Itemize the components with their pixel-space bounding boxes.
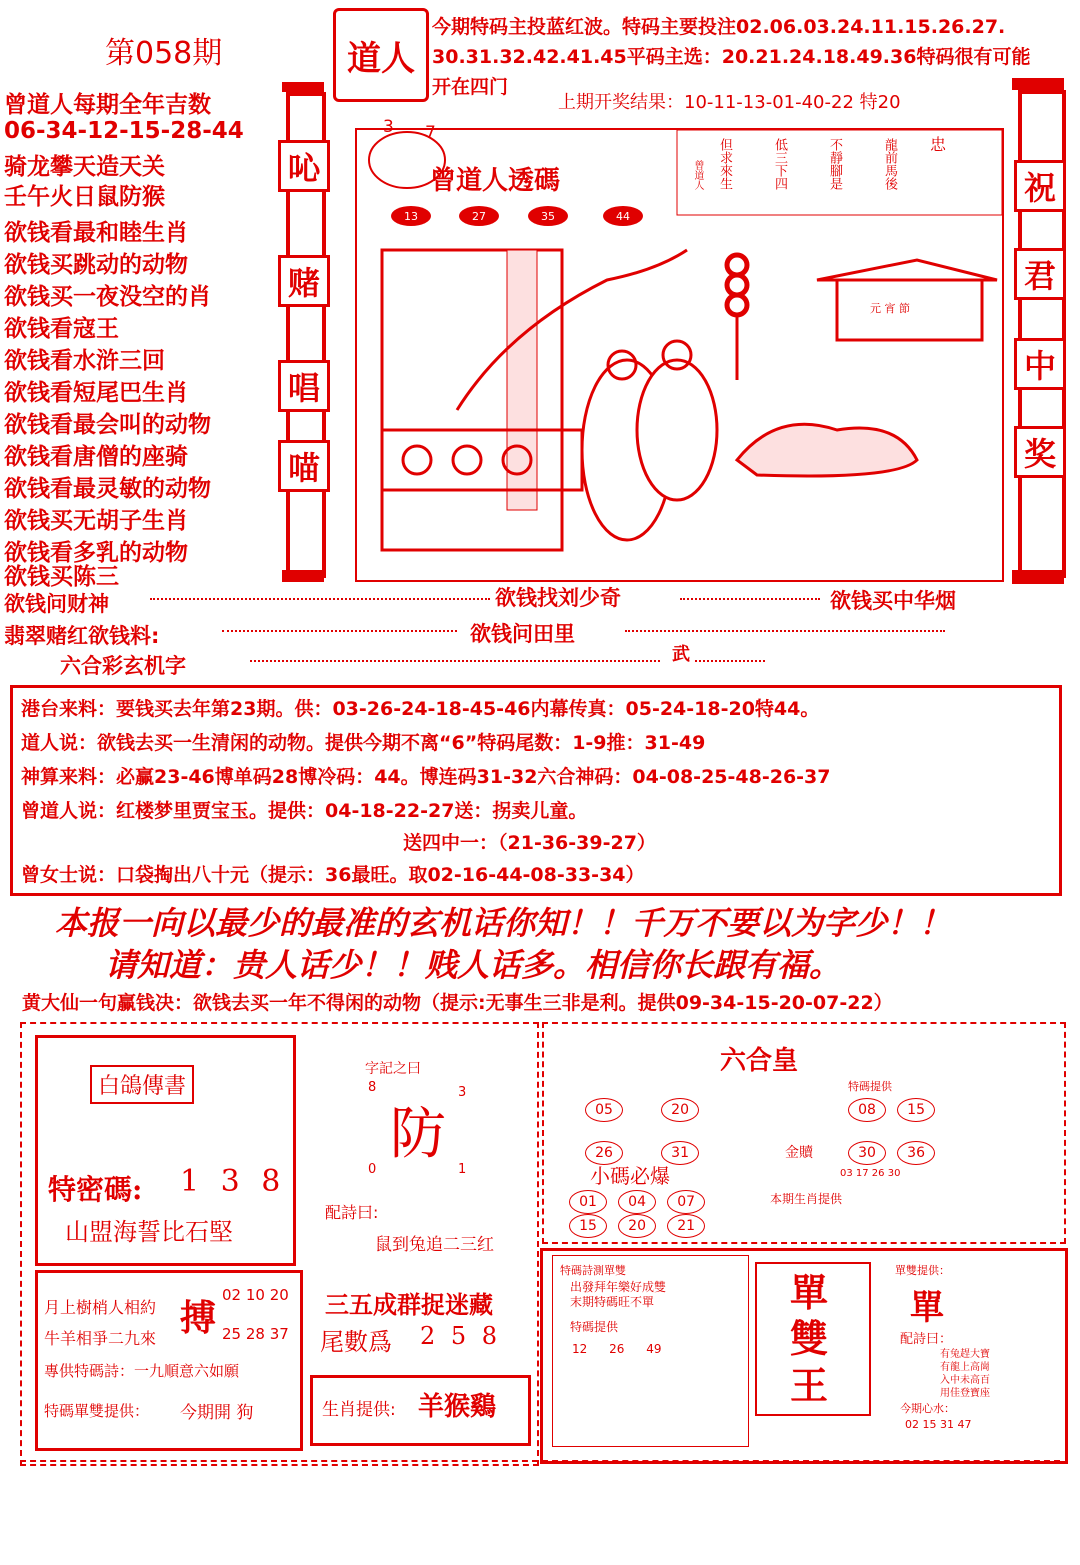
scroll-char: 中 [1014,338,1066,390]
tip-line: 道人说：欲钱去买一生清闲的动物。提供今期不离“6”特码尾数：1-9推：31-49 [21,732,706,754]
issue-number: 第058期 [105,36,223,71]
tip-line: 曾道人说：红楼梦里贾宝玉。提供：04-18-22-27送：拐卖儿童。 [21,800,588,822]
illustration-drawing [357,130,1002,580]
tema-num: 26 [609,1342,625,1356]
slogan-2: 请知道：贵人话少！！贱人话多。相信你长跟有福。 [105,946,842,984]
num-circle: 15 [569,1214,607,1238]
right-big-char: 單 [910,1288,944,1328]
num-grid-right [845,1098,938,1165]
left-line: 壬午火日鼠防猴 [4,184,165,210]
scroll-char: 奖 [1014,426,1066,478]
tema-poem: 山盟海誓比石堅 [65,1218,233,1246]
left-line: 欲钱买跳动的动物 [4,252,188,278]
danshuang-title: 特碼詩測單雙 [560,1264,626,1277]
xiaoma-label: 小碼必爆 [590,1164,670,1188]
num-circle: 26 [585,1141,623,1165]
lucky-ball: 27 [459,206,499,226]
right-poem-line: 用佳登寶座 [940,1388,990,1399]
center-num: 0 [368,1162,377,1177]
center-char: 防 [390,1102,446,1167]
poem-char: 忠 [930,135,947,154]
tema-nums [572,1342,662,1356]
dotted-leader [680,598,820,600]
dotted-leader [695,660,765,662]
pigeon-title: 白鴿傳書 [90,1065,194,1104]
poem-text: 鼠到兔追二三红 [375,1235,494,1255]
big-char: 王 [790,1363,829,1408]
tip-line: 曾女士说：口袋掏出八十元（提示：36最旺。取02-16-44-08-33-34） [21,864,645,886]
bo-row: 月上樹梢人相約 [44,1298,157,1317]
big-char: 單 [790,1270,829,1315]
tip-line: 神算来料：必赢23-46博单码28博冷码：44。博连码31-32六合神码：04-08-25-48-26-37 [21,766,831,788]
num-circle: 15 [897,1098,935,1122]
left-line: 欲钱看多乳的动物 [4,540,188,566]
num-circle: 20 [661,1098,699,1122]
tema-label: 特碼提供 [570,1320,619,1334]
center-num: 1 [458,1162,467,1177]
bottom-trim [20,1460,1060,1468]
bo-row: 牛羊相爭二九來 [44,1329,157,1348]
tema-num: 12 [572,1342,588,1356]
scroll-char: 喵 [278,440,330,492]
mid-line-right: 欲钱买中华烟 [830,589,956,613]
scroll-rod-bottom [1012,570,1064,584]
num-circle: 20 [618,1214,656,1238]
danshuang-label: 特碼單雙提供： [44,1402,150,1420]
moon-num: 7 [425,123,436,143]
building-sign: 元 宵 節 [870,302,910,315]
tip-line: 送四中一：（21-36-39-27） [403,832,656,854]
poem-col: 不靜腳是 [827,138,842,190]
num-circle: 01 [569,1190,607,1214]
left-line: 骑龙攀天造天关 [4,154,165,180]
left-line: 欲钱看最灵敏的动物 [4,476,211,502]
left-line: 欲钱看唐僧的座骑 [4,444,188,470]
center-num: 3 [458,1085,467,1100]
poem-col: 低三下四 [772,138,787,190]
left-line: 欲钱买无胡子生肖 [4,508,188,534]
tip-line: 港台来料：要钱买去年第23期。供：03-26-24-18-45-46内幕传真：05-24-18-20特44。 [21,698,820,720]
heart-label: 今期心水： [900,1402,955,1415]
left-line: 欲钱看最会叫的动物 [4,412,211,438]
small-nums: 03 17 26 30 [840,1168,901,1179]
tail-nums: 2 5 8 [420,1322,502,1350]
scroll-char: 吣 [278,140,330,192]
num-grid-left [582,1098,702,1165]
num-circle: 08 [848,1098,886,1122]
last-draw-result: 上期开奖结果：10-11-13-01-40-22 特20 [558,92,901,113]
center-title: 字記之曰 [365,1061,421,1077]
scroll-rod-top [1012,78,1064,90]
header-line-2: 30.31.32.42.41.45平码主选：20.21.24.18.49.36特码很有可能 [432,46,1031,68]
num-circle: 05 [585,1098,623,1122]
left-line: 欲钱看短尾巴生肖 [4,380,188,406]
num-circle: 30 [848,1141,886,1165]
golden-label: 金贖 [785,1145,813,1161]
bo-char: 搏 [180,1297,217,1339]
dotted-leader [222,630,457,632]
tail-label: 尾數爲 [320,1328,392,1356]
scroll-rod-bottom [282,570,324,582]
tema-label: 特密碼: [48,1173,143,1206]
zodiac-title: 本期生肖提供 [770,1192,843,1206]
left-line: 欲钱买陈三 [4,564,119,590]
poem-col: 龍前馬後 [882,138,897,190]
danshuang-poem: 出發拜年樂好成雙 [570,1280,667,1294]
left-line: 欲钱买一夜没空的肖 [4,284,211,310]
mid-line-mid: 欲钱问田里 [470,622,575,646]
moon-num: 3 [383,117,394,137]
bo-nums: 25 28 37 [222,1325,289,1343]
liuhe-title: 六合皇 [720,1046,799,1076]
left-line: 06-34-12-15-28-44 [4,118,244,144]
left-line: 欲钱看水浒三回 [4,348,165,374]
lucky-ball: 35 [528,206,568,226]
zodiac-value: 羊猴鷄 [418,1392,497,1422]
header-line-1: 今期特码主投蓝红波。特码主要投注02.06.03.24.11.15.26.27. [432,16,1006,38]
scroll-char: 赌 [278,255,330,307]
right-poem-line: 有龍上高崗 [940,1362,990,1373]
num-circle: 07 [667,1190,705,1214]
tips-box [10,685,1062,896]
lucky-ball: 13 [391,206,431,226]
right-poem-line: 有兔趕大寶 [940,1349,990,1360]
num-circle: 21 [667,1214,705,1238]
slogan-1: 本报一向以最少的最准的玄机话你知！！千万不要以为字少！！ [55,904,952,942]
tema-num: 49 [646,1342,662,1356]
mid-line-mid: 欲钱找刘少奇 [495,586,621,610]
danshuang-poem: 末期特碼旺不單 [570,1295,655,1309]
xiaoma-grid [566,1190,736,1238]
mid-line-left: 翡翠赌红欲钱料: [4,624,160,648]
huang-line: 黄大仙一句赢钱决：欲钱去买一年不得闲的动物（提示:无事生三非是利。提供09-34-15-20-07-22） [22,992,893,1014]
right-poem-line: 入中未高百 [940,1375,990,1386]
num-circle: 31 [661,1141,699,1165]
lucky-ball: 44 [603,206,643,226]
scroll-char: 祝 [1014,160,1066,212]
mid-line-left: 六合彩玄机字 [60,654,186,678]
right-title: 單雙提供： [895,1264,950,1277]
num-circle: 04 [618,1190,656,1214]
header-line-3: 开在四门 [432,76,509,98]
center-num: 8 [368,1080,377,1095]
heart-nums: 02 15 31 47 [905,1418,972,1431]
left-line: 欲钱看寇王 [4,316,119,342]
dotted-leader [625,630,945,632]
left-line: 欲钱看最和睦生肖 [4,220,188,246]
poem-author: 曾道人 [692,160,703,190]
num-circle: 36 [897,1141,935,1165]
right-poem-label: 配詩曰： [900,1332,953,1347]
dotted-leader [150,598,490,600]
zodiac-label: 生肖提供: [322,1400,396,1420]
tema-nums: 1 3 8 [180,1164,287,1199]
left-line: 曾道人每期全年吉数 [4,92,211,118]
poem-col: 但求來生 [717,138,732,190]
big-char: 雙 [790,1316,829,1361]
bo-nums: 02 10 20 [222,1286,289,1304]
poem-label: 配詩曰: [325,1203,379,1222]
logo-seal: 道人 [333,8,429,102]
scroll-char: 君 [1014,248,1066,300]
dotted-leader [250,660,660,662]
picture-title: 曾道人透碼 [430,166,561,196]
special-poem: 專供特碼詩：一九順意六如願 [44,1362,240,1380]
scroll-char: 唱 [278,360,330,412]
mid-line-mid: 武 [672,644,690,665]
mid-line-left: 欲钱问财神 [4,592,109,616]
scroll-rod-top [282,82,324,92]
tema-provide-label: 特碼提供 [848,1080,892,1093]
sanwu-line: 三五成群捉迷藏 [325,1291,493,1319]
danshuang-value: 今期開 狗 [180,1403,254,1423]
